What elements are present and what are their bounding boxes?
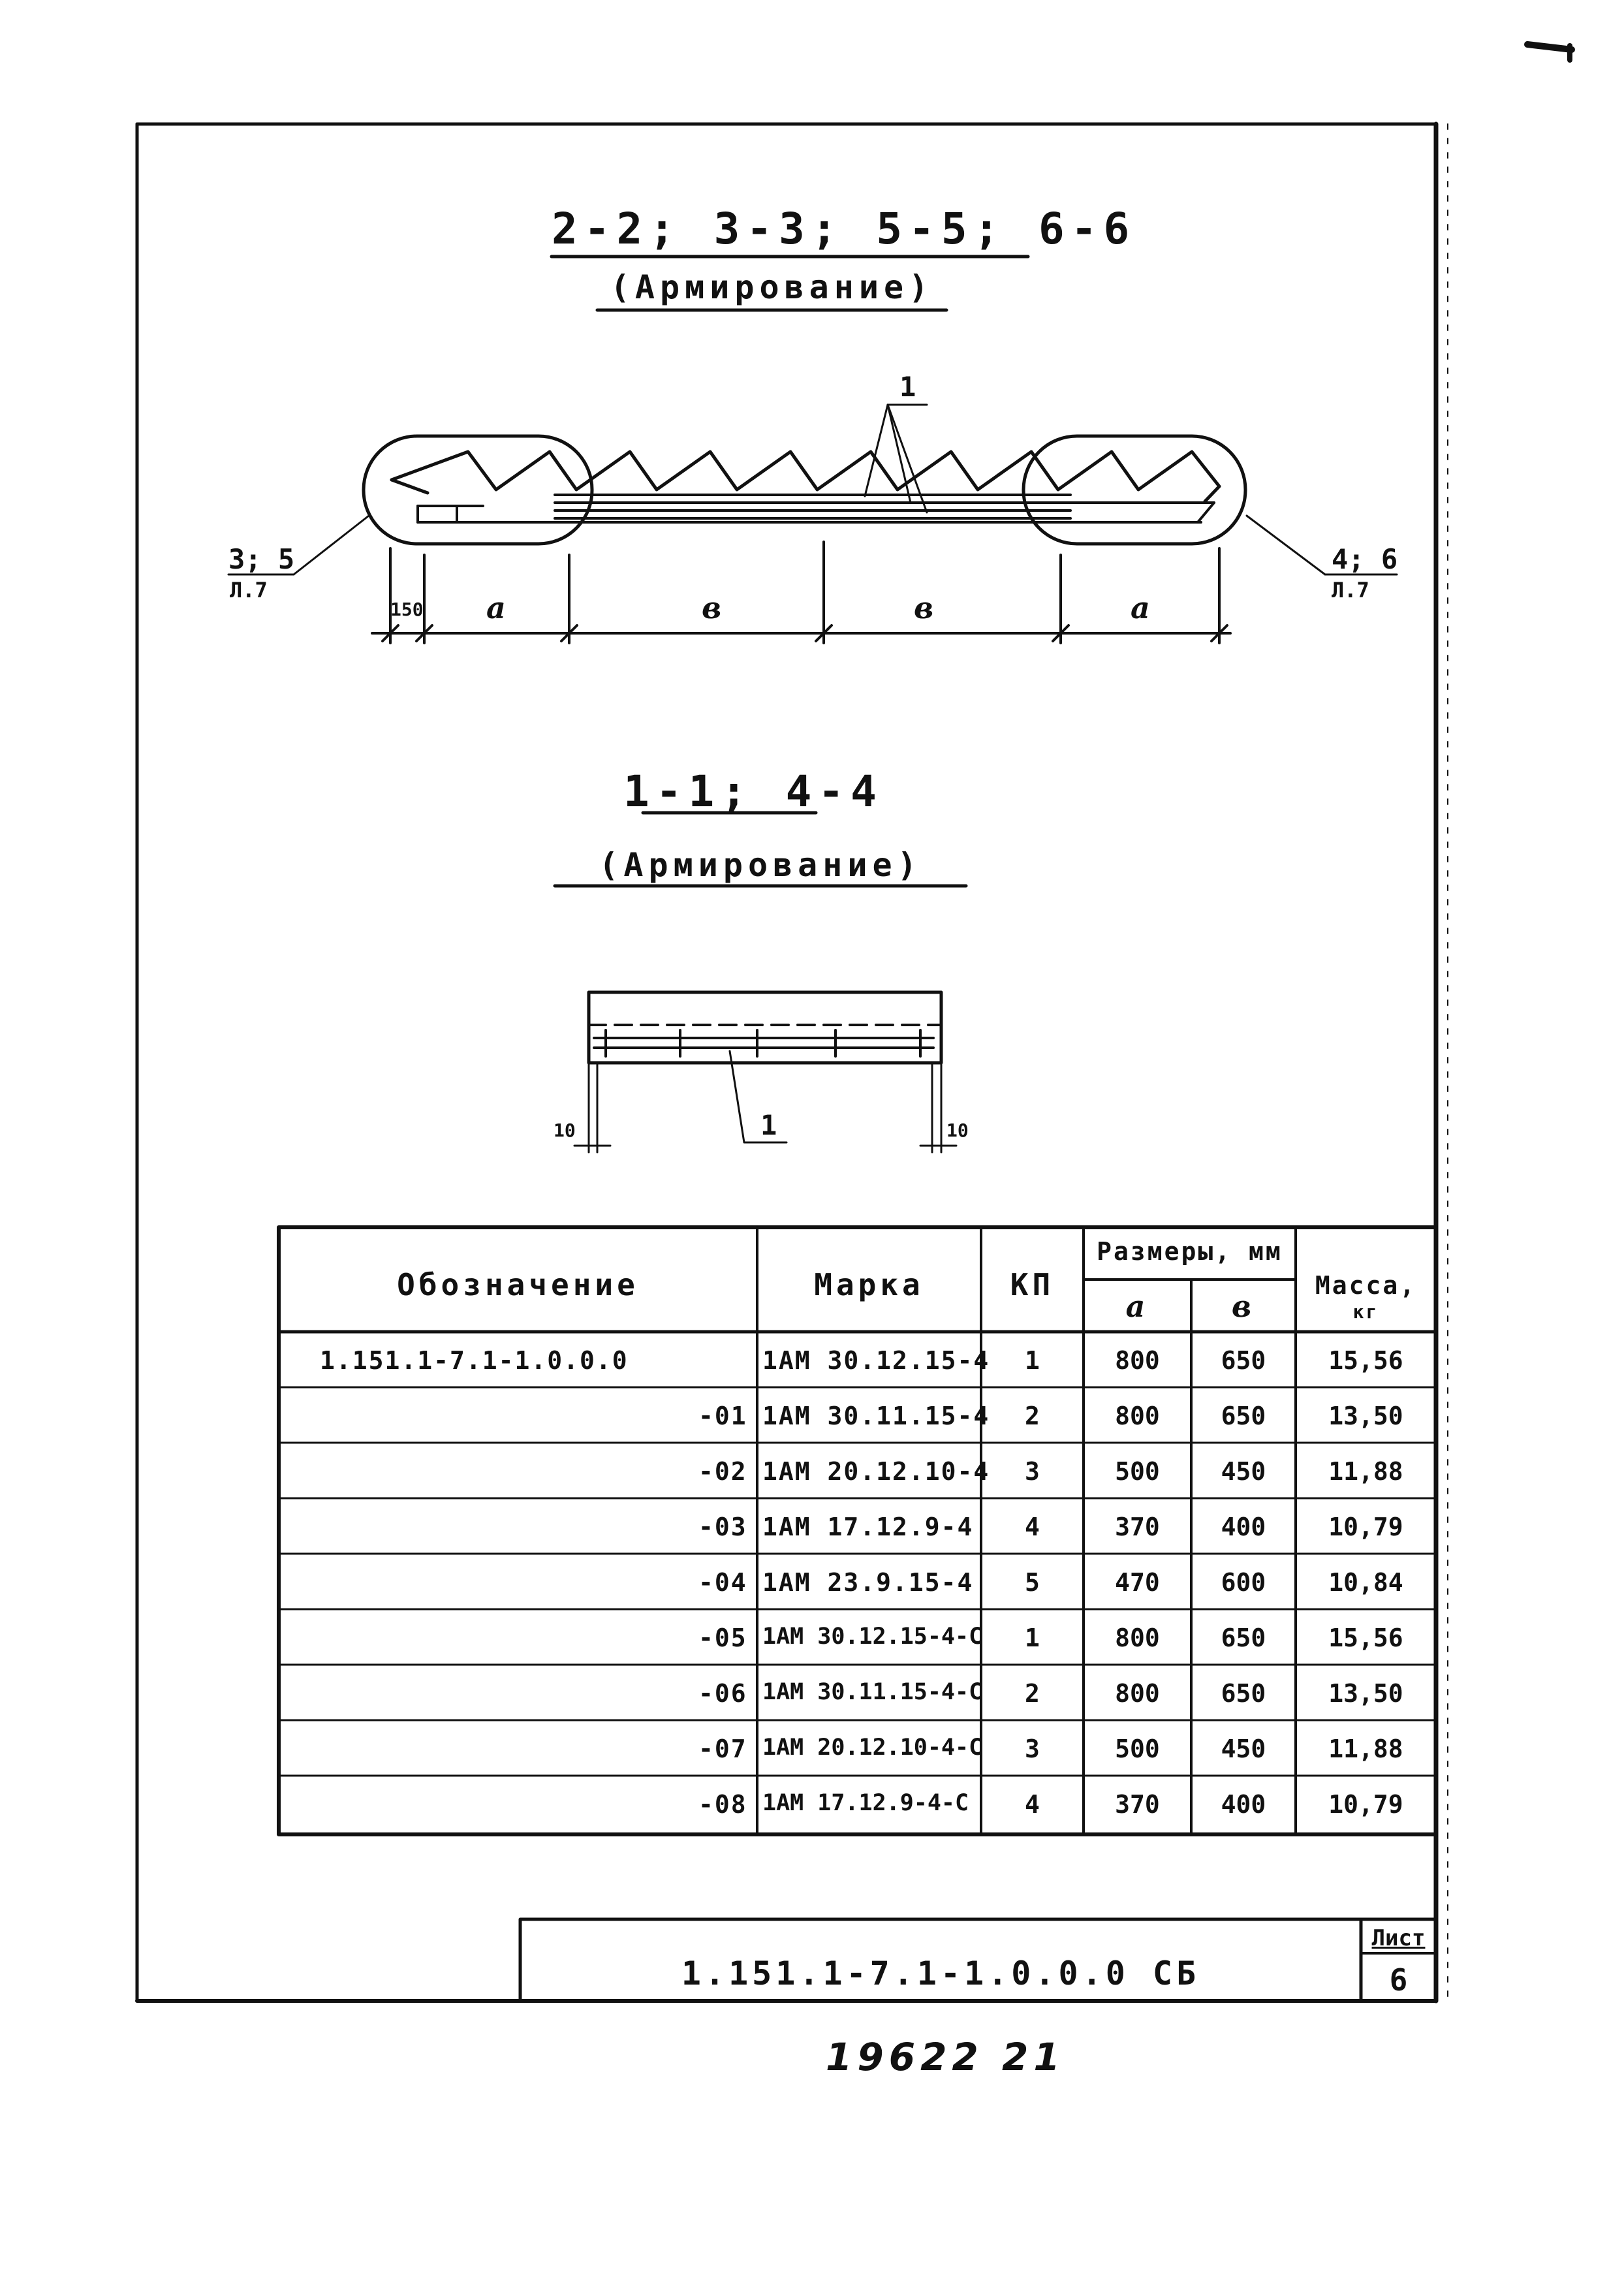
table-cell-a: 800 bbox=[1115, 1624, 1160, 1652]
sheet-number: 6 bbox=[1389, 1962, 1408, 1998]
bottom-dimension-left: 10 bbox=[554, 1120, 576, 1141]
table-header-mass: Масса, bbox=[1315, 1271, 1417, 1300]
dimension-b-right: в bbox=[914, 590, 934, 625]
table-header-b: в bbox=[1231, 1289, 1256, 1324]
dimension-b-left: в bbox=[702, 590, 722, 625]
sheet-label: Лист bbox=[1371, 1925, 1426, 1951]
table-cell-designation: -02 bbox=[698, 1457, 747, 1486]
table-cell-b: 450 bbox=[1221, 1457, 1266, 1486]
table-cell-kp: 4 bbox=[1025, 1790, 1040, 1819]
table-cell-kp: 3 bbox=[1025, 1457, 1040, 1486]
top-section-title: 2-2; 3-3; 5-5; 6-6 bbox=[552, 204, 1136, 254]
table-cell-mark: 1АМ 30.12.15-4-С bbox=[762, 1624, 983, 1650]
table-cell-kp: 1 bbox=[1025, 1346, 1040, 1375]
table-cell-designation: 1.151.1-7.1-1.0.0.0 bbox=[320, 1346, 629, 1375]
document-code: 1.151.1-7.1-1.0.0.0 СБ bbox=[681, 1955, 1200, 1992]
bottom-callout-1: 1 bbox=[760, 1109, 777, 1141]
table-cell-b: 650 bbox=[1221, 1402, 1266, 1430]
table-header-sizes: Размеры, мм bbox=[1097, 1237, 1283, 1266]
top-section-subtitle: (Армирование) bbox=[610, 268, 934, 306]
table-cell-b: 650 bbox=[1221, 1624, 1266, 1652]
dimension-a-right: a bbox=[1131, 590, 1150, 625]
mesh-cross-section bbox=[589, 992, 941, 1063]
table-cell-kp: 4 bbox=[1025, 1513, 1040, 1541]
table-cell-designation: -08 bbox=[698, 1790, 747, 1819]
table-header-mark: Марка bbox=[814, 1267, 924, 1302]
table-cell-designation: -05 bbox=[698, 1624, 747, 1652]
left-detail-bubble bbox=[364, 436, 592, 544]
top-callout-1: 1 bbox=[899, 371, 916, 403]
table-cell-a: 800 bbox=[1115, 1679, 1160, 1708]
table-cell-designation: -03 bbox=[698, 1513, 747, 1541]
table-header-a: a bbox=[1125, 1289, 1149, 1324]
table-cell-kp: 2 bbox=[1025, 1679, 1040, 1708]
right-detail-callout-sheet: Л.7 bbox=[1332, 578, 1369, 603]
table-cell-mark: 1АМ 17.12.9-4 bbox=[762, 1513, 974, 1541]
table-cell-a: 800 bbox=[1115, 1346, 1160, 1375]
table-cell-mass: 13,50 bbox=[1328, 1679, 1403, 1708]
table-cell-a: 800 bbox=[1115, 1402, 1160, 1430]
table-cell-designation: -04 bbox=[698, 1568, 747, 1597]
table-cell-mark: 1АМ 20.12.10-4 bbox=[762, 1457, 990, 1486]
table-cell-b: 650 bbox=[1221, 1346, 1266, 1375]
right-detail-callout-number: 4; 6 bbox=[1332, 543, 1398, 575]
bottom-section-title: 1-1; 4-4 bbox=[623, 766, 883, 817]
longitudinal-bars bbox=[418, 495, 1214, 522]
table-cell-designation: -01 bbox=[698, 1402, 747, 1430]
table-cell-b: 400 bbox=[1221, 1790, 1266, 1819]
table-cell-mark: 1АМ 17.12.9-4-С bbox=[762, 1790, 969, 1816]
table-cell-b: 400 bbox=[1221, 1513, 1266, 1541]
table-cell-kp: 2 bbox=[1025, 1402, 1040, 1430]
bottom-section-subtitle: (Армирование) bbox=[599, 846, 922, 884]
table-cell-kp: 5 bbox=[1025, 1568, 1040, 1597]
table-cell-mark: 1АМ 30.11.15-4 bbox=[762, 1402, 990, 1430]
table-cell-mark: 1АМ 23.9.15-4 bbox=[762, 1568, 974, 1597]
table-cell-kp: 1 bbox=[1025, 1624, 1040, 1652]
table-header-mass-unit: кг bbox=[1352, 1301, 1379, 1323]
table-cell-mass: 13,50 bbox=[1328, 1402, 1403, 1430]
table-cell-designation: -07 bbox=[698, 1735, 747, 1763]
table-cell-mark: 1АМ 20.12.10-4-С bbox=[762, 1735, 983, 1761]
left-detail-callout-number: 3; 5 bbox=[228, 543, 295, 575]
table-cell-a: 370 bbox=[1115, 1790, 1160, 1819]
table-cell-mark: 1АМ 30.12.15-4 bbox=[762, 1346, 990, 1375]
table-cell-mass: 11,88 bbox=[1328, 1735, 1403, 1763]
table-cell-mass: 10,79 bbox=[1328, 1790, 1403, 1819]
table-cell-mass: 15,56 bbox=[1328, 1346, 1403, 1375]
table-cell-designation: -06 bbox=[698, 1679, 747, 1708]
dimension-150: 150 bbox=[390, 599, 424, 620]
table-cell-mass: 11,88 bbox=[1328, 1457, 1403, 1486]
table-header-kp: КП bbox=[1010, 1267, 1055, 1302]
table-cell-mass: 10,79 bbox=[1328, 1513, 1403, 1541]
callout-1-leaders bbox=[865, 405, 927, 512]
left-detail-callout-sheet: Л.7 bbox=[230, 578, 268, 603]
table-cell-mass: 15,56 bbox=[1328, 1624, 1403, 1652]
table-cell-a: 470 bbox=[1115, 1568, 1160, 1597]
table-cell-a: 500 bbox=[1115, 1735, 1160, 1763]
dimension-a-left: a bbox=[486, 590, 506, 625]
archive-number: 19622 21 bbox=[826, 2035, 1065, 2079]
table-cell-b: 600 bbox=[1221, 1568, 1266, 1597]
table-cell-a: 370 bbox=[1115, 1513, 1160, 1541]
table-cell-b: 650 bbox=[1221, 1679, 1266, 1708]
table-cell-a: 500 bbox=[1115, 1457, 1160, 1486]
table-cell-mass: 10,84 bbox=[1328, 1568, 1403, 1597]
bottom-dimension-right: 10 bbox=[946, 1120, 969, 1141]
table-cell-b: 450 bbox=[1221, 1735, 1266, 1763]
table-cell-kp: 3 bbox=[1025, 1735, 1040, 1763]
table-header-designation: Обозначение bbox=[397, 1267, 639, 1302]
table-cell-mark: 1АМ 30.11.15-4-С bbox=[762, 1679, 983, 1705]
